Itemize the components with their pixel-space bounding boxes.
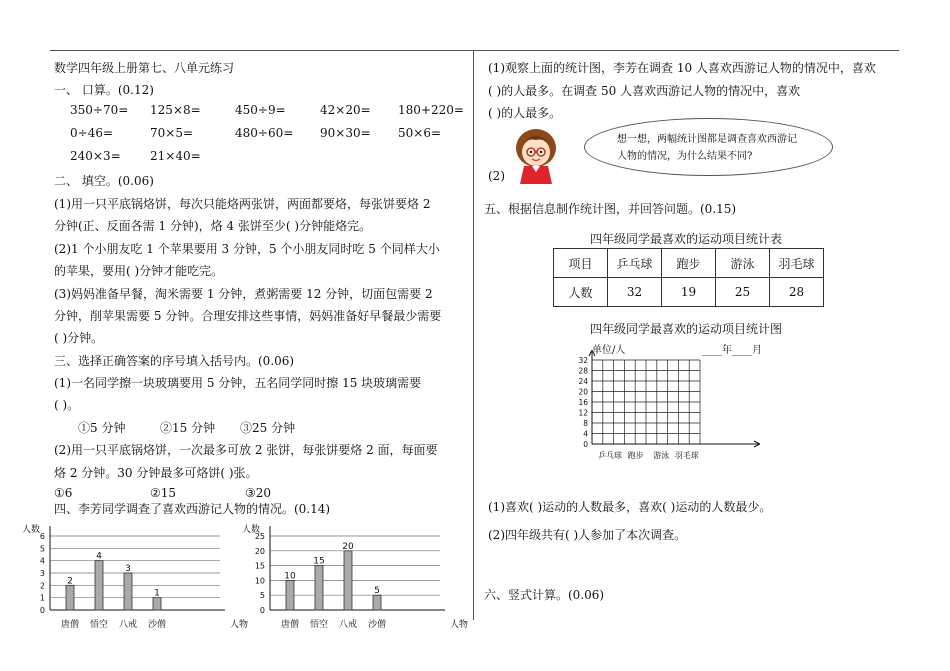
bar-value-label: 5: [374, 586, 380, 597]
bar: [95, 561, 103, 610]
x-axis-label: 人物: [230, 620, 249, 630]
x-category-label: 羽毛球: [674, 451, 699, 460]
y-tick-label: 6: [39, 532, 45, 541]
observe-question: (1)观察上面的统计图，李芳在调查 10 人喜欢西游记人物的情况中，喜欢: [488, 61, 876, 75]
observe-question: ( )的人最多。: [488, 106, 562, 120]
calc-item: 50×6=: [398, 126, 442, 140]
bar-value-label: 15: [313, 556, 325, 567]
bar-value-label: 4: [96, 551, 102, 562]
choice-option: ①5 分钟: [78, 421, 126, 435]
bubble-text-line: 人物的情况，为什么结果不同?: [617, 151, 753, 162]
x-category-label: 悟空: [89, 620, 109, 630]
x-category-label: 沙僧: [367, 620, 387, 630]
bar: [124, 573, 132, 610]
x-category-label: 游泳: [653, 451, 670, 460]
question-2-label: (2): [488, 169, 505, 183]
grid-chart-title: 四年级同学最喜欢的运动项目统计图: [590, 322, 783, 336]
x-category-label: 唐僧: [60, 620, 80, 630]
y-tick-label: 0: [39, 606, 45, 615]
section-6-heading: 六、竖式计算。(0.06): [484, 588, 605, 602]
x-category-label: 八戒: [338, 620, 358, 630]
calc-item: 240×3=: [70, 149, 121, 163]
fill-line: (3)妈妈准备早餐，淘米需要 1 分钟，煮粥需要 12 分钟，切面包需要 2: [54, 287, 433, 301]
bar-chart-10-people: [20, 508, 255, 633]
thought-bubble: [584, 118, 833, 176]
table-row: [554, 249, 824, 278]
choice-option: ①6: [54, 486, 73, 500]
section-1-heading: 一、 口算。(0.12): [54, 83, 154, 97]
grid-unit-label: 单位/人: [592, 345, 626, 356]
x-category-label: 唐僧: [280, 620, 300, 630]
table-header-cell: 游泳: [716, 249, 770, 278]
fill-line: 分钟，削苹果需要 5 分钟。合理安排这些事情，妈妈准备好早餐最少需要: [54, 309, 442, 323]
table-header-cell: 羽毛球: [770, 249, 824, 278]
section-3-heading: 三、选择正确答案的序号填入括号内。(0.06): [54, 354, 295, 368]
answer-line: (1)喜欢( )运动的人数最多，喜欢( )运动的人数最少。: [488, 500, 772, 514]
choice-question: (1)一名同学擦一块玻璃要用 5 分钟，五名同学同时擦 15 块玻璃需要: [54, 376, 422, 390]
page-title: 数学四年级上册第七、八单元练习: [54, 61, 235, 75]
calc-item: 90×30=: [320, 126, 371, 140]
y-tick-label: 20: [254, 546, 265, 556]
bar: [66, 585, 74, 610]
calc-item: 125×8=: [150, 103, 201, 117]
bar-value-label: 1: [154, 588, 160, 599]
table-row: [554, 278, 824, 307]
y-tick-label: 16: [578, 398, 588, 407]
bar: [315, 566, 323, 610]
y-tick-label: 15: [254, 561, 265, 571]
calc-item: 350÷70=: [70, 103, 129, 117]
calc-item: 480÷60=: [235, 126, 294, 140]
bar: [286, 580, 294, 610]
fill-line: (1)用一只平底锅烙饼，每次只能烙两张饼，两面都要烙，每张饼要烙 2: [54, 197, 431, 211]
top-rule: [50, 50, 899, 51]
calc-item: 70×5=: [150, 126, 194, 140]
bar: [153, 598, 161, 610]
y-tick-label: 20: [578, 387, 588, 397]
bar-value-label: 20: [342, 541, 354, 552]
choice-option: ②15: [150, 486, 177, 500]
x-category-label: 悟空: [309, 620, 329, 630]
y-tick-label: 3: [39, 569, 45, 578]
y-tick-label: 12: [578, 408, 588, 418]
y-tick-label: 24: [578, 377, 588, 386]
choice-question: ( )。: [54, 398, 80, 412]
table-header-cell: 乒乓球: [608, 249, 662, 278]
table-cell: 25: [716, 278, 770, 307]
y-tick-label: 4: [583, 429, 588, 439]
section-2-heading: 二、 填空。(0.06): [54, 174, 154, 188]
x-axis-label: 人物: [450, 620, 469, 630]
y-tick-label: 10: [254, 576, 265, 586]
y-tick-label: 4: [39, 556, 45, 566]
y-tick-label: 8: [583, 419, 588, 428]
table-cell: 32: [608, 278, 662, 307]
table-title: 四年级同学最喜欢的运动项目统计表: [590, 232, 783, 246]
observe-question: ( )的人最多。在调查 50 人喜欢西游记人物的情况中，喜欢: [488, 84, 801, 98]
choice-question: 烙 2 分钟。30 分钟最多可烙饼( )张。: [54, 466, 258, 480]
y-tick-label: 0: [583, 440, 588, 449]
x-category-label: 八戒: [118, 620, 138, 630]
bar-value-label: 3: [125, 564, 131, 574]
y-tick-label: 5: [39, 544, 45, 554]
choice-option: ③20: [245, 486, 272, 500]
y-axis-label: 人数: [242, 525, 261, 535]
fill-line: 的苹果，要用( )分钟才能吃完。: [54, 264, 224, 278]
choice-option: ②15 分钟: [160, 421, 216, 435]
sports-stat-table: [553, 248, 824, 307]
table-header-cell: 跑步: [662, 249, 716, 278]
bar-chart-50-people: [240, 508, 475, 633]
girl-icon: [512, 126, 560, 184]
y-tick-label: 25: [254, 532, 265, 541]
x-category-label: 乒乓球: [598, 451, 622, 460]
fill-line: (2)1 个小朋友吃 1 个苹果要用 3 分钟，5 个小朋友同时吃 5 个同样大小: [54, 242, 440, 256]
bar-value-label: 10: [284, 571, 296, 582]
y-tick-label: 5: [259, 591, 265, 601]
answer-line: (2)四年级共有( )人参加了本次调查。: [488, 528, 687, 542]
calc-item: 0÷46=: [70, 126, 114, 140]
choice-option: ③25 分钟: [240, 421, 296, 435]
table-cell: 28: [770, 278, 824, 307]
calc-item: 42×20=: [320, 103, 371, 117]
x-category-label: 沙僧: [147, 620, 167, 630]
table-cell: 19: [662, 278, 716, 307]
section-5-heading: 五、根据信息制作统计图，并回答问题。(0.15): [484, 202, 737, 216]
calc-item: 450÷9=: [235, 103, 286, 117]
fill-line: ( )分钟。: [54, 331, 104, 345]
fill-line: 分钟(正、反面各需 1 分钟)，烙 4 张饼至少( )分钟能烙完。: [54, 219, 372, 233]
y-tick-label: 1: [39, 593, 45, 603]
y-axis-label: 人数: [22, 525, 41, 535]
y-tick-label: 0: [259, 606, 265, 615]
y-tick-label: 28: [578, 366, 588, 376]
bar: [373, 595, 381, 610]
bar: [344, 551, 352, 610]
calc-item: 180+220=: [398, 103, 464, 117]
x-category-label: 跑步: [627, 451, 644, 460]
table-header-cell: 项目: [554, 249, 608, 278]
grid-date-label: ____年____月: [702, 345, 762, 356]
y-tick-label: 2: [39, 581, 45, 591]
blank-grid-chart: [560, 350, 760, 498]
bubble-text-line: 想一想，两幅统计图都是调查喜欢西游记: [617, 134, 797, 145]
section-4-heading: 四、李芳同学调查了喜欢西游记人物的情况。(0.14): [54, 502, 331, 516]
choice-question: (2)用一只平底锅烙饼，一次最多可放 2 张饼，每张饼要烙 2 面，每面要: [54, 443, 438, 457]
table-row-label: 人数: [554, 278, 608, 307]
bar-value-label: 2: [67, 576, 73, 587]
y-tick-label: 32: [578, 356, 588, 365]
calc-item: 21×40=: [150, 149, 201, 163]
